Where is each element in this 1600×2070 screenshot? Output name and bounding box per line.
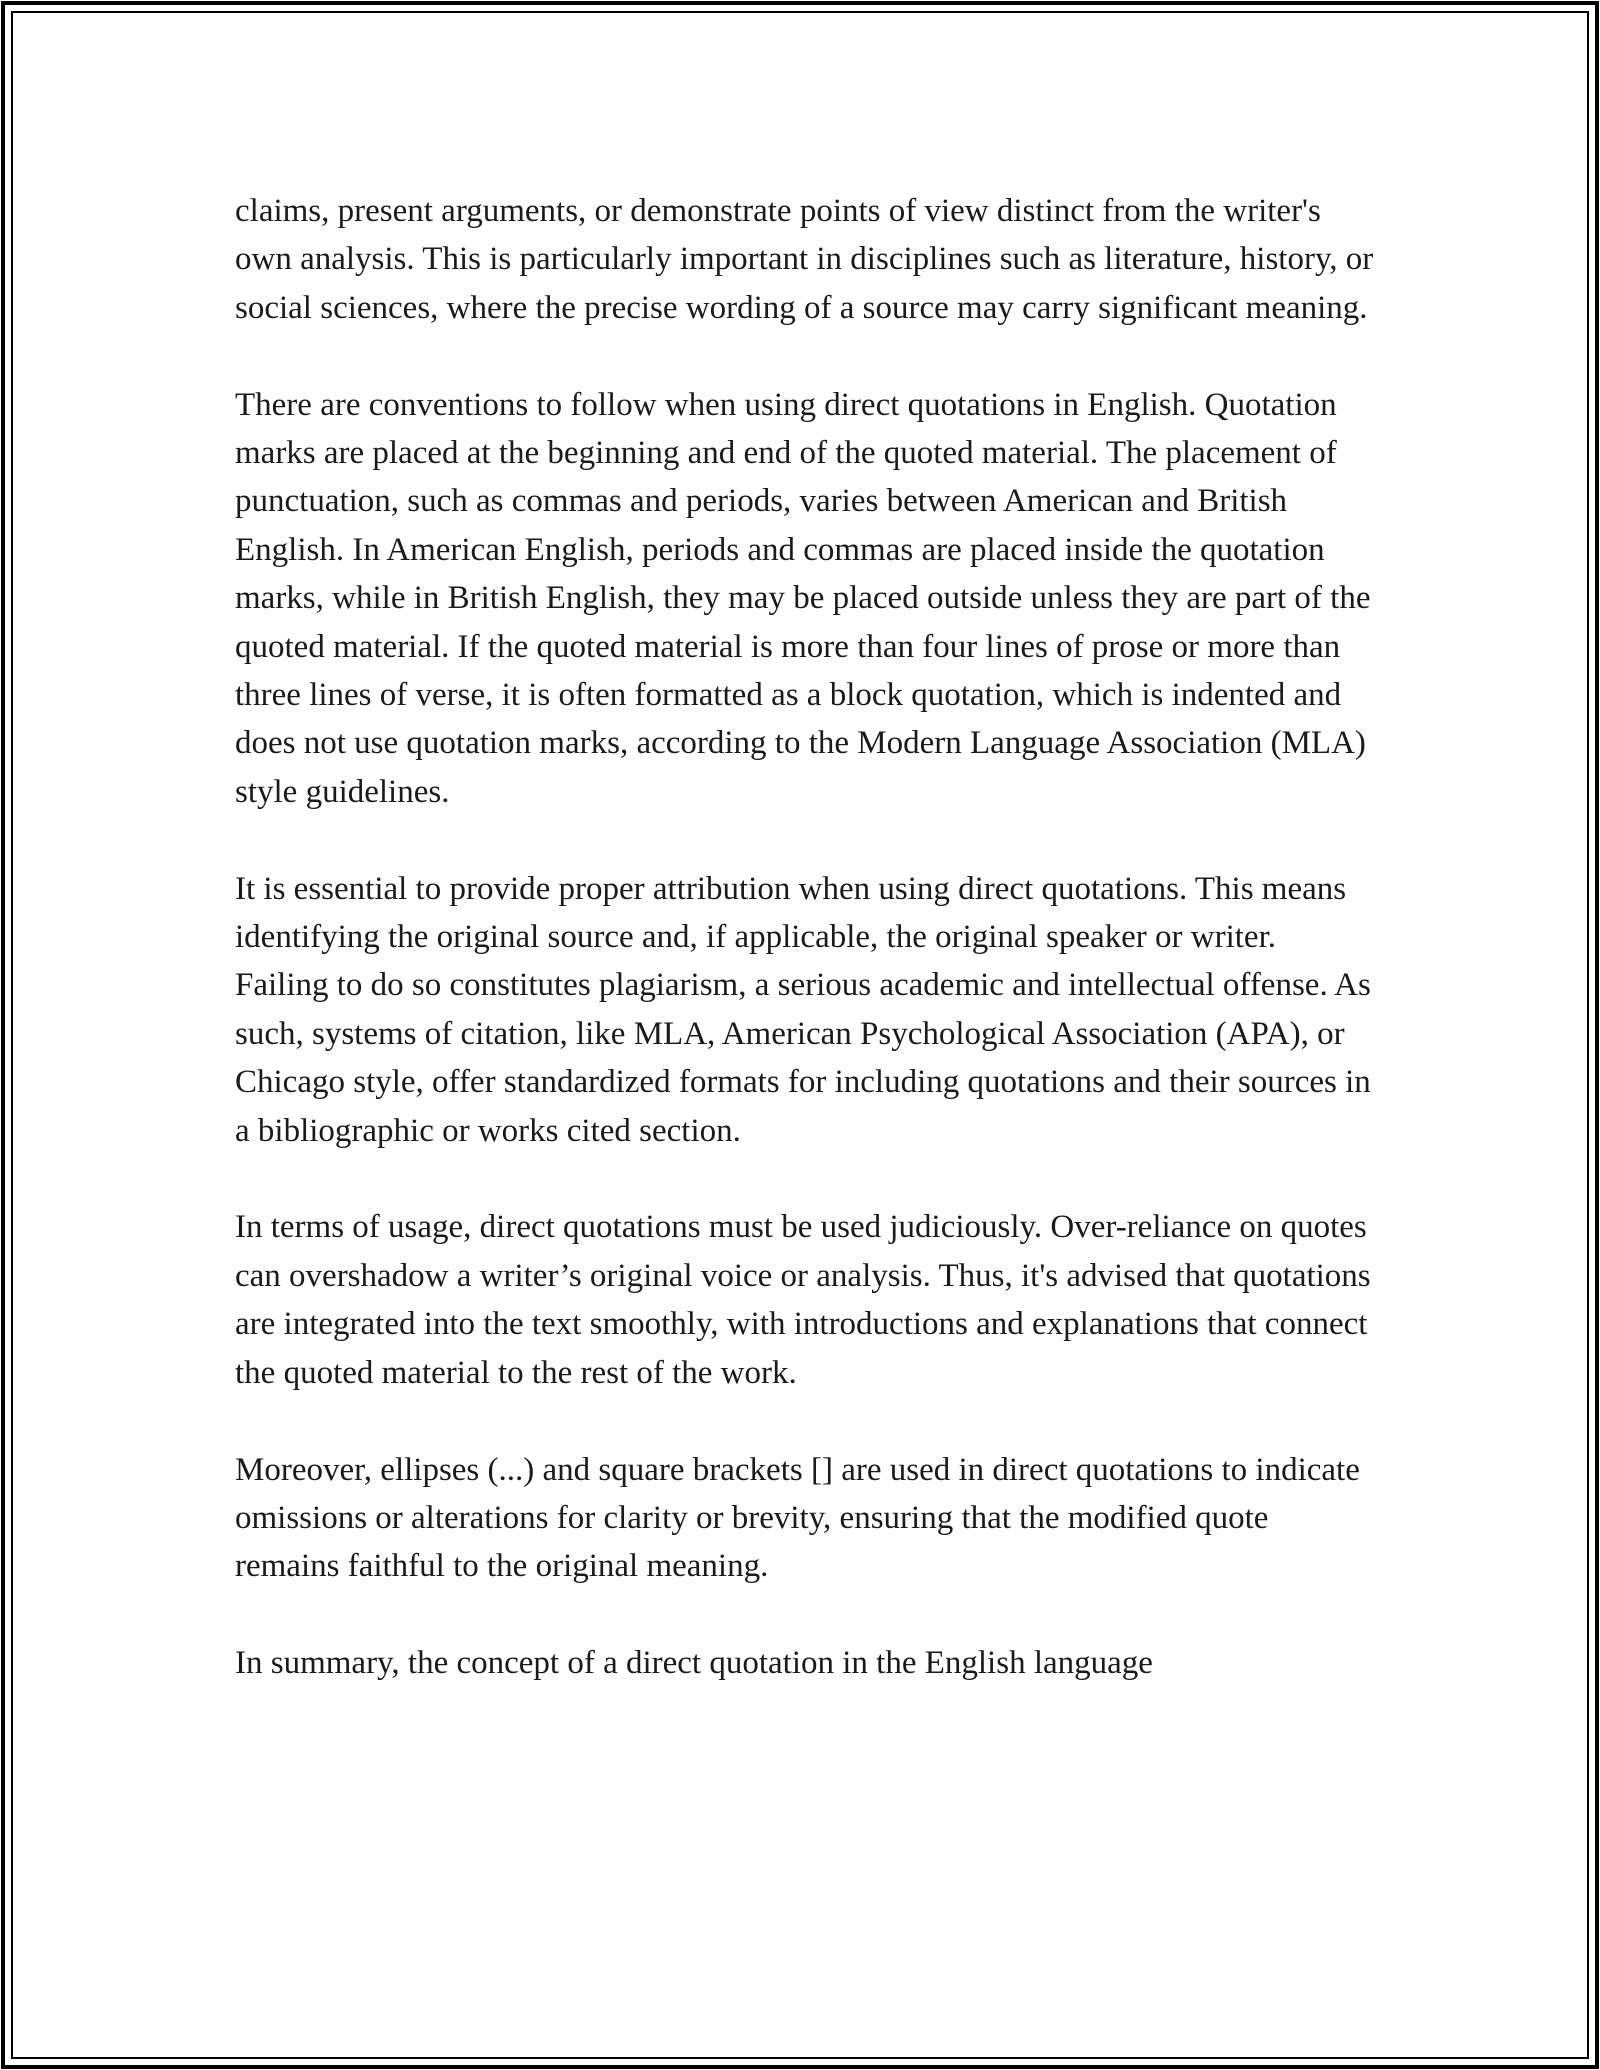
- paragraph-2: There are conventions to follow when using direct quotations in English. Quotation marks are placed at the beginning and end of the quoted material. The placement of punctuation, such as commas and periods, varies between American and British English. In American English, periods and commas are placed inside the quotation marks, while in British English, they may be placed outside unless they are part of the quoted material. If the quoted material is more than four lines of prose or more than three lines of verse, it is often formatted as a block quotation, which is indented and does not use quotation marks, according to the Modern Language Association (MLA) style guidelines.: [235, 386, 1371, 810]
- paragraph-3: It is essential to provide proper attribution when using direct quotations. This means identifying the original source and, if applicable, the original speaker or writer. Failing to do so constitutes plagiarism, a serious academic and intellectual offense. As such, systems of citation, like MLA, American Psychological Association (APA), or Chicago style, offer standardized formats for including quotations and their sources in a bibliographic or works cited section.: [235, 870, 1371, 1149]
- document-body: [235, 187, 1375, 1688]
- paragraph-5: Moreover, ellipses (...) and square brackets [] are used in direct quotations to indicate omissions or alterations for clarity or brevity, ensuring that the modified quote remains faithful to the original meaning.: [235, 1451, 1360, 1585]
- paragraph-1: claims, present arguments, or demonstrate points of view distinct from the writer's own analysis. This is particularly important in disciplines such as literature, history, or social sciences, where the precise wording of a source may carry significant meaning.: [235, 193, 1374, 326]
- paragraph-6: In summary, the concept of a direct quotation in the English language: [235, 1645, 1153, 1682]
- paragraph-4: In terms of usage, direct quotations must be used judiciously. Over-reliance on quotes can overshadow a writer’s original voice or analysis. Thus, it's advised that quotations are integrated into the text smoothly, with introductions and explanations that connect the quoted material to the rest of the work.: [235, 1209, 1371, 1391]
